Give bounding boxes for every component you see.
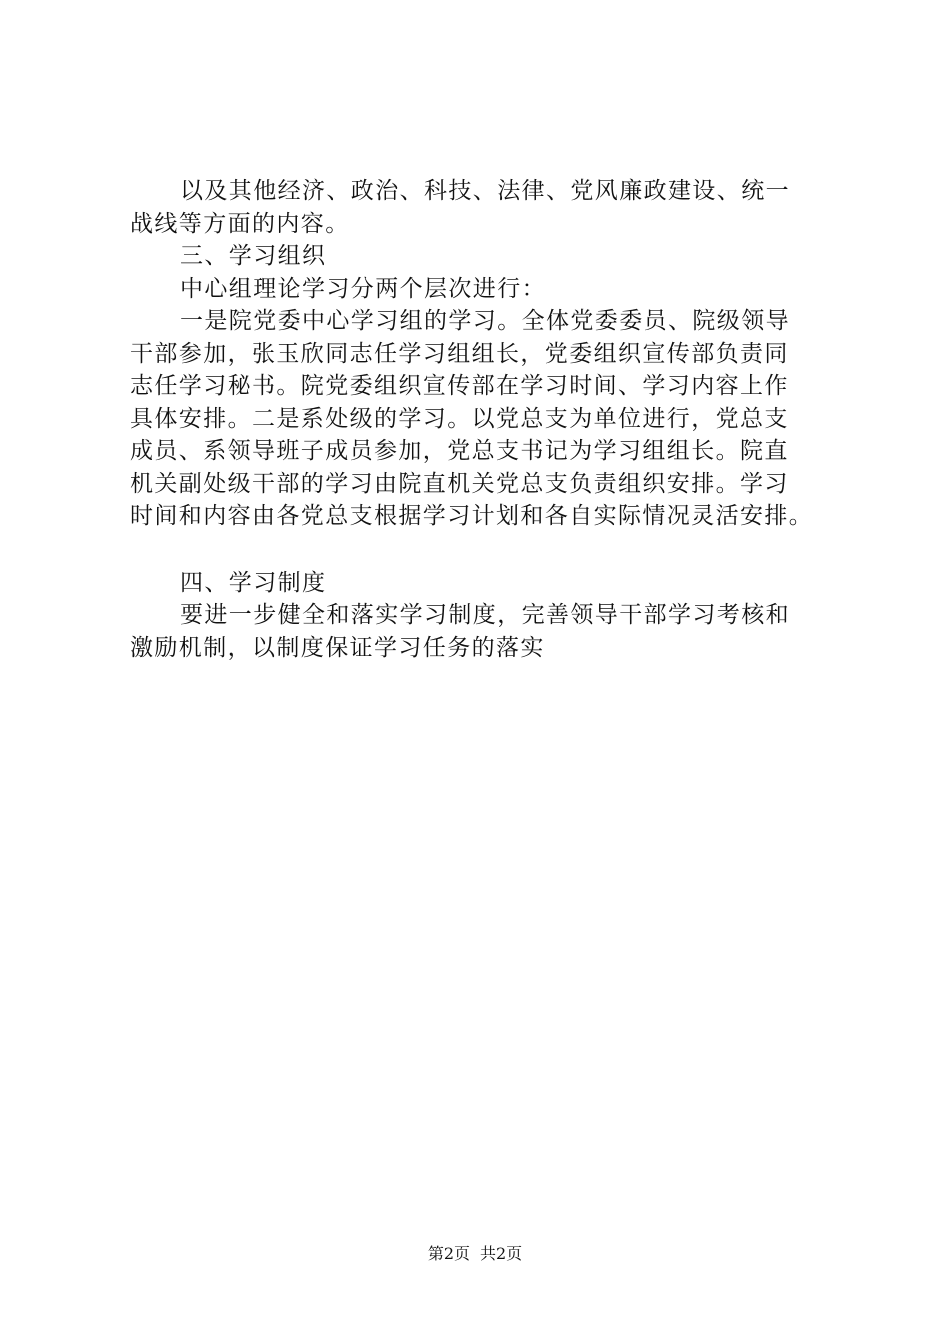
section-heading: 四、学习制度 — [180, 569, 327, 596]
paragraph-line: 成员、系领导班子成员参加，党总支书记为学习组组长。院直 — [130, 438, 789, 464]
paragraph-line: 以及其他经济、政治、科技、法律、党风廉政建设、统一 — [180, 178, 790, 204]
paragraph-line: 干部参加，张玉欣同志任学习组组长，党委组织宣传部负责同 — [130, 340, 789, 367]
page-number-current: 第2页 — [427, 1244, 470, 1263]
page-footer — [0, 1244, 950, 1264]
paragraph-line: 时间和内容由各党总支根据学习计划和各自实际情况灵活安排。 — [130, 503, 814, 529]
paragraph-line: 中心组理论学习分两个层次进行： — [180, 275, 546, 302]
section-heading: 三、学习组织 — [180, 243, 327, 269]
page-number-total: 共2页 — [480, 1244, 523, 1263]
paragraph-line: 战线等方面的内容。 — [130, 210, 350, 237]
paragraph-line: 要进一步健全和落实学习制度，完善领导干部学习考核和 — [180, 602, 790, 628]
paragraph-line: 一是院党委中心学习组的学习。全体党委委员、院级领导 — [180, 308, 790, 334]
document-body — [130, 175, 840, 664]
paragraph-line: 激励机制，以制度保证学习任务的落实 — [130, 634, 545, 661]
paragraph-line: 志任学习秘书。院党委组织宣传部在学习时间、学习内容上作 — [130, 373, 789, 399]
paragraph-line: 具体安排。二是系处级的学习。以党总支为单位进行，党总支 — [130, 405, 789, 432]
paragraph-line: 机关副处级干部的学习由院直机关党总支负责组织安排。学习 — [130, 470, 789, 497]
paragraph-gap — [130, 533, 840, 567]
